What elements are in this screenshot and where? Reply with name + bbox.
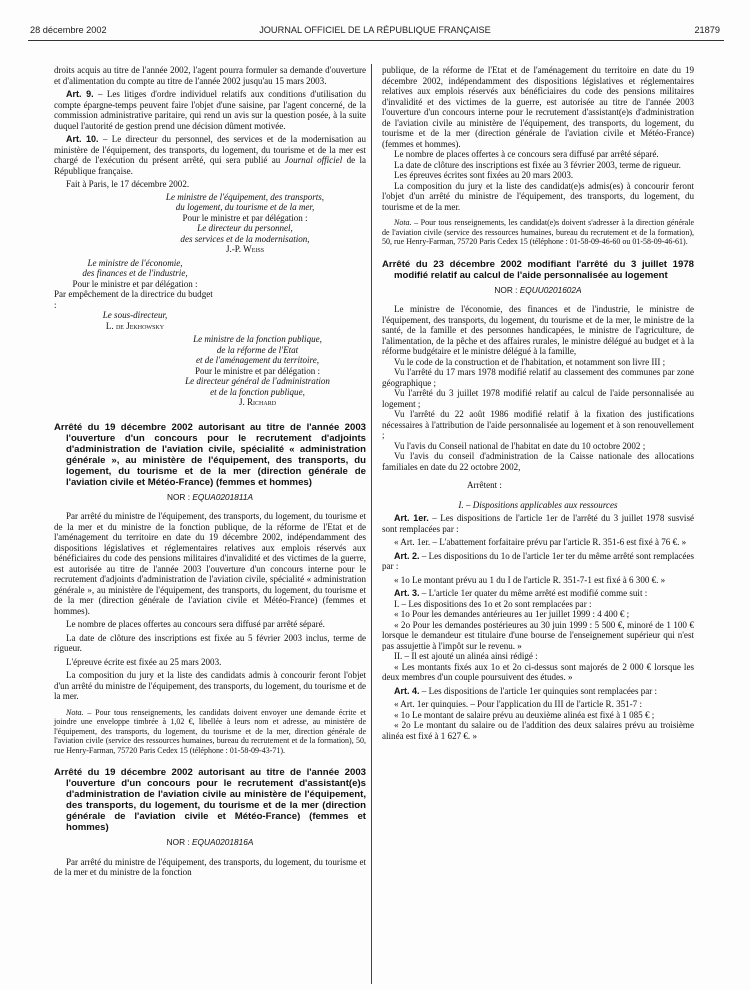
paragraph: La date de clôture des inscriptions est fixée au 3 février 2003, terme de rigueur. xyxy=(394,159,681,170)
article-text: – L'article 1er quater du même arrêté est modifié comme suit : xyxy=(419,588,648,599)
article-9 xyxy=(54,89,366,131)
signature-line: Le sous-directeur, xyxy=(102,310,168,320)
nota-text: – Pour tous renseignements, les candidats doivent envoyer une demande écrite et joindre une enveloppe timbrée à 1,02 €, libellée à leurs nom et adresse, au ministère de l'équipement, des transports, du logement, du tourisme et de la mer, direction générale de l'aviation civile (service des ressources humaines, bureau du recrutement et de la formation), 50, rue Henry-Farman, 75720 Paris Cedex 15 (téléphone : 01-58-09-43-71). xyxy=(54,707,366,755)
quote: « Les montants fixés aux 1o et 2o ci-dessus sont majorés de 2 000 € lorsque les deux membres d'un couple poursuivent des études. » xyxy=(382,661,694,683)
article-label: Art. 2. xyxy=(394,550,420,561)
arrete-title: Arrêté du 23 décembre 2002 modifiant l'arrêté du 3 juillet 1978 modifié relatif au calcul de l'aide personnalisée au logement xyxy=(382,258,694,281)
article-label: Art. 4. xyxy=(394,685,420,696)
paragraph: La date de clôture des inscriptions est fixée au 5 février 2003 inclus, terme de rigueur. xyxy=(54,632,366,653)
nota-label: Nota. xyxy=(394,218,412,227)
signature-line: Le ministre de l'économie, xyxy=(87,257,183,268)
signature-line: Par empêchement de la directrice du budget : xyxy=(54,289,213,310)
article-1 xyxy=(382,513,694,534)
signature-line: Pour le ministre et par délégation : xyxy=(182,212,308,223)
quote: « Art. 1er. – L'abattement forfaitaire prévu par l'article R. 351-6 est fixé à 76 €. » xyxy=(394,537,687,548)
article-text: – Les dispositions du 1o de l'article 1er ter du même arrêté sont remplacées par : xyxy=(382,550,694,572)
arrete-title: Arrêté du 19 décembre 2002 autorisant au titre de l'année 2003 l'ouverture d'un concours pour le recrutement d'assistant(e)s d'administration de l'aviation civile au ministère de l'équipement, des transports, du logement, du tourisme et de la mer (direction générale de l'aviation civile et Météo-France) (femmes et hommes) xyxy=(54,767,366,834)
signature-line: Pour le ministre et par délégation : xyxy=(72,278,198,289)
paragraph: Vu le code de la construction et de l'habitation, et notamment son livre III ; xyxy=(394,356,666,367)
article-text: – Le directeur du personnel, des services et de la modernisation au ministère de l'équipement, des transports, du logement, du tourisme et de la mer est chargé de l'exécution du présent arrêté, qui sera publié au xyxy=(54,134,366,165)
article-label: Art. 9. xyxy=(66,89,94,99)
signature-line: des finances et de l'industrie, xyxy=(82,268,188,278)
page-header xyxy=(30,25,720,39)
quote: « 1o Pour les demandes antérieures au 1er juillet 1999 : 4 400 € ; xyxy=(394,609,630,620)
nota xyxy=(382,218,694,247)
arretent: Arrêtent : xyxy=(467,480,502,491)
article-label: Art. 1er. xyxy=(394,513,429,524)
article-3 xyxy=(382,588,694,599)
nor-reference xyxy=(382,285,694,296)
article-text: – Les litiges d'ordre individuel relatifs aux conditions d'utilisation du compte épargne-temps peuvent faire l'objet d'une saisine, par l'agent concerné, de la commission administrative paritaire, qui rend un avis sur la question posée, à la suite duquel l'autorité de gestion prend une décision dûment motivée. xyxy=(54,89,366,131)
paragraph: Vu l'avis du Conseil national de l'habitat en date du 10 octobre 2002 ; xyxy=(394,440,646,451)
signature-line: du logement, du tourisme et de la mer, xyxy=(175,202,315,212)
nota-text: – Pour tous renseignements, les candidat(e)s doivent s'adresser à la direction générale de l'aviation civile (service des ressources humaines, bureau du recrutement et de la formation), 50, rue Henry-Farman, 75720 Paris Cedex 15 (téléphone : 01-58-09-46-60 ou 01-58-09-46-61). xyxy=(382,218,694,247)
header-page-number: 21879 xyxy=(694,25,720,35)
paragraph: II. – Il est ajouté un alinéa ainsi rédigé : xyxy=(394,651,538,662)
nota-label: Nota. xyxy=(66,707,84,717)
paragraph: Vu l'arrêté du 17 mars 1978 modifié relatif au classement des communes par zone géographique ; xyxy=(382,367,694,388)
paragraph: Vu l'avis du conseil d'administration de la Caisse nationale des allocations familiales en date du 22 octobre 2002, xyxy=(382,451,694,472)
nor-reference xyxy=(54,492,366,503)
signature-block-fonction-publique xyxy=(54,334,366,408)
article-10 xyxy=(54,134,366,176)
signature-line: de la réforme de l'Etat xyxy=(216,344,299,355)
paragraph: I. – Les dispositions des 1o et 2o sont remplacées par : xyxy=(394,598,592,609)
article-text: – Les dispositions de l'article 1er de l'arrêté du 3 juillet 1978 susvisé sont remplacées par : xyxy=(382,513,694,534)
article-2 xyxy=(382,551,694,572)
right-column xyxy=(382,65,694,741)
paragraph: Le nombre de places offertes à ce concours sera diffusé par arrêté séparé. xyxy=(394,149,659,159)
paragraph: La composition du jury et la liste des candidats admis à concourir feront l'objet d'un arrêté du ministre de l'équipement, des transports, du logement, du tourisme et de la mer. xyxy=(54,670,366,701)
signatory-name: J. Richard xyxy=(238,397,277,407)
quote: « Art. 1er quinquies. – Pour l'application du III de l'article R. 351-7 : xyxy=(394,699,642,710)
signature-block-economie xyxy=(54,258,366,332)
nor-code: EQUA0201816A xyxy=(192,837,254,848)
header-journal-title: JOURNAL OFFICIEL DE LA RÉPUBLIQUE FRANÇAISE xyxy=(259,25,491,35)
signatory-name: L. de Jekhowsky xyxy=(105,320,165,331)
header-rule xyxy=(28,40,724,41)
section-heading: I. – Dispositions applicables aux ressources xyxy=(458,499,618,510)
nor-code: EQUA0201811A xyxy=(192,491,254,502)
nor-label: NOR : xyxy=(166,491,193,502)
signature-line: Le ministre de l'équipement, des transports, xyxy=(165,191,325,202)
nota xyxy=(54,708,366,756)
article-label: Art. 3. xyxy=(394,588,420,599)
nor-reference xyxy=(54,837,366,848)
signature-line: Pour le ministre et par délégation : xyxy=(194,365,321,376)
paragraph: La composition du jury et la liste des candidat(e)s admis(es) à concourir feront l'objet d'un arrêté du ministre de l'équipement, des transports, du logement, du tourisme et de la mer. xyxy=(382,180,694,212)
signature-date: Fait à Paris, le 17 décembre 2002. xyxy=(66,179,190,189)
paragraph: publique, de la réforme de l'Etat et de l'aménagement du territoire en date du 19 décembre 2002, indépendamment des dispositions législatives et réglementaires relatives aux emplois réservés aux bénéficiaires du code des pensions militaires d'invalidité et des victimes de la guerre, est autorisée au titre de l'année 2003 l'ouverture d'un concours interne pour le recrutement d'assistant(e)s d'administration de l'aviation civile au ministère de l'équipement, des transports, du logement, du tourisme et de la mer (direction générale de l'aviation civile et Météo-France) (femmes et hommes). xyxy=(382,65,694,149)
quote: « 1o Le montant prévu au 1 du I de l'article R. 351-7-1 est fixé à 6 300 €. » xyxy=(394,574,666,585)
header-date: 28 décembre 2002 xyxy=(30,25,107,35)
left-column xyxy=(54,65,366,878)
signature-block-equipement xyxy=(54,192,366,255)
paragraph: Le nombre de places offertes au concours sera diffusé par arrêté séparé. xyxy=(66,619,325,629)
signature-line: des services et de la modernisation, xyxy=(180,233,310,244)
signature-line: et de l'aménagement du territoire, xyxy=(196,355,319,365)
paragraph: Vu l'arrêté du 22 août 1986 modifié relatif à la fixation des justifications nécessaires à l'attribution de l'aide personnalisée au logement et à son renouvellement ; xyxy=(382,409,694,441)
quote: « 2o Pour les demandes postérieures au 30 juin 1999 : 5 500 €, minoré de 1 100 € lorsque le demandeur est titulaire d'une bourse de l'enseignement supérieur qui n'est pas assujettie à l'impôt sur le revenu. » xyxy=(382,619,694,651)
paragraph: Par arrêté du ministre de l'équipement, des transports, du logement, du tourisme et de la mer et du ministre de la fonction xyxy=(54,856,366,878)
nor-label: NOR : xyxy=(166,837,192,848)
column-divider xyxy=(371,64,372,984)
article-4 xyxy=(382,686,694,697)
quote: « 2o Le montant du salaire ou de l'addition des deux salaires prévu au troisième alinéa est fixé à 1 627 €. » xyxy=(382,720,694,741)
signature-line: Le directeur du personnel, xyxy=(197,223,293,233)
nor-code: EQUU0201602A xyxy=(519,284,582,295)
journal-reference: Journal officiel xyxy=(284,155,343,165)
paragraph: droits acquis au titre de l'année 2002, l'agent pourra formuler sa demande d'ouverture et d'alimentation du compte au titre de l'année 2002 jusqu'au 15 mars 2003. xyxy=(54,65,366,86)
article-text: de la République française. xyxy=(54,155,366,176)
signature-line: Le ministre de la fonction publique, xyxy=(193,334,322,344)
article-text: – Les dispositions de l'article 1er quinquies sont remplacées par : xyxy=(419,685,658,696)
paragraph: Les épreuves écrites sont fixées au 20 mars 2003. xyxy=(394,170,574,180)
quote: « 1o Le montant de salaire prévu au deuxième alinéa est fixé à 1 085 € ; xyxy=(394,709,655,720)
signatory-name: J.-P. Weiss xyxy=(225,244,265,254)
paragraph: Le ministre de l'économie, des finances et de l'industrie, le ministre de l'équipement, des transports, du logement, du tourisme et de la mer, le ministre de la santé, de la famille et des personnes handicapées, le ministre de l'agriculture, de l'alimentation, de la pêche et des affaires rurales, le ministre délégué au budget et à la réforme budgétaire et le ministre délégué à la famille, xyxy=(382,304,694,357)
signature-line: et de la fonction publique, xyxy=(210,386,305,397)
nota-paragraph xyxy=(54,708,366,756)
paragraph: L'épreuve écrite est fixée au 25 mars 2003. xyxy=(66,656,222,667)
arrete-title: Arrêté du 19 décembre 2002 autorisant au titre de l'année 2003 l'ouverture d'un concours pour le recrutement d'adjoints d'administration de l'aviation civile, spécialité « administration générale », au ministère de l'équipement, des transports, du logement, du tourisme et de la mer (direction générale de l'aviation civile et Météo-France) (femmes et hommes) xyxy=(54,421,366,488)
nota-paragraph xyxy=(382,218,694,247)
article-label: Art. 10. xyxy=(66,134,99,144)
signature-line: Le directeur général de l'administration xyxy=(185,376,330,386)
nor-label: NOR : xyxy=(494,284,520,295)
paragraph: Vu l'arrêté du 3 juillet 1978 modifié relatif au calcul de l'aide personnalisée au logement ; xyxy=(382,388,694,409)
paragraph: Par arrêté du ministre de l'équipement, des transports, du logement, du tourisme et de la mer et du ministre de la fonction publique, de la réforme de l'Etat et de l'aménagement du territoire en date du 19 décembre 2002, indépendamment des dispositions législatives et réglementaires relatives aux emplois réservés aux bénéficiaires du code des pensions militaires d'invalidité et des victimes de la guerre, est autorisée au titre de l'année 2003 l'ouverture d'un concours interne pour le recrutement d'adjoints d'administration de l'aviation civile, spécialité « administration générale », au ministère de l'équipement, des transports, du logement, du tourisme et de la mer (direction générale de l'aviation civile et Météo-France) (femmes et hommes). xyxy=(54,511,366,616)
